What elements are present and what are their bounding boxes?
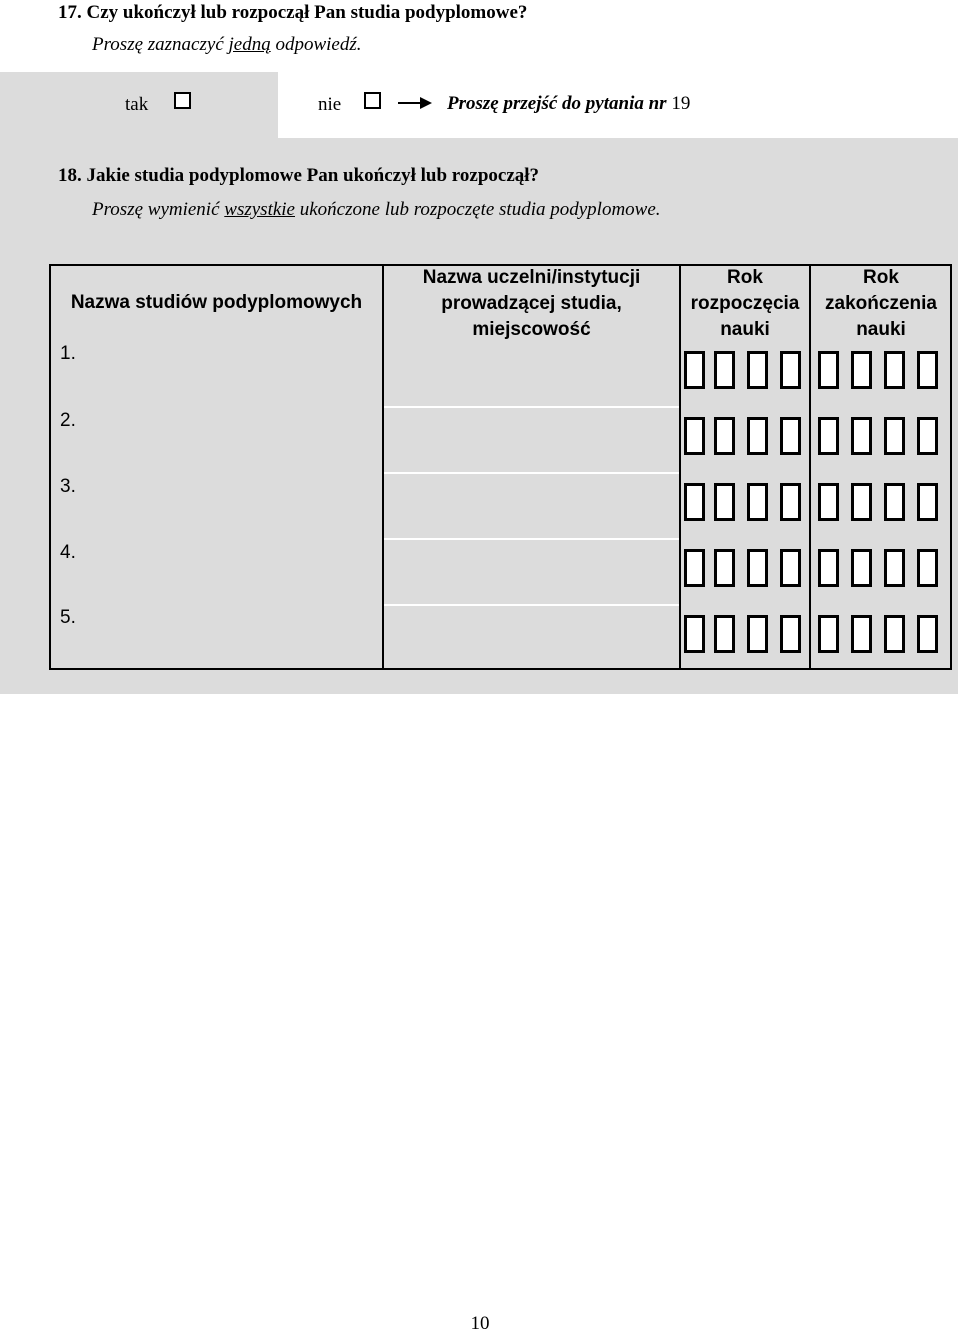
end-year-digit-box[interactable] [851,615,872,653]
table-border-left [49,264,51,670]
start-year-digit-box[interactable] [714,483,735,521]
end-year-digit-box[interactable] [818,483,839,521]
row-number: 2. [60,410,76,431]
end-year-digit-box[interactable] [851,351,872,389]
column-divider [809,264,811,670]
start-year-digit-box[interactable] [780,483,801,521]
start-year-digit-box[interactable] [747,417,768,455]
start-year-digit-box[interactable] [714,351,735,389]
row-number: 3. [60,476,76,497]
option-no-label: nie [318,94,342,115]
end-year-digit-box[interactable] [917,351,938,389]
header-end-year: Rok zakończenia nauki [825,267,937,340]
end-year-digit-box[interactable] [851,549,872,587]
end-year-digit-box[interactable] [884,351,905,389]
question-18-instruction: Proszę wymienić wszystkie ukończone lub rozpoczęte studia podyplomowe. [92,199,661,220]
end-year-digit-box[interactable] [884,483,905,521]
row-number: 4. [60,542,76,563]
page-number: 10 [470,1313,490,1334]
question-18-title: 18. Jakie studia podyplomowe Pan ukończył lub rozpoczął? [58,165,540,186]
option-no-checkbox[interactable] [364,92,381,109]
end-year-digit-box[interactable] [917,549,938,587]
start-year-digit-box[interactable] [747,615,768,653]
start-year-digit-box[interactable] [684,417,705,455]
end-year-digit-box[interactable] [851,417,872,455]
table-border-bottom [49,668,952,670]
start-year-digit-box[interactable] [780,351,801,389]
start-year-digit-box[interactable] [780,615,801,653]
start-year-digit-box[interactable] [714,417,735,455]
end-year-digit-box[interactable] [884,615,905,653]
option-yes-checkbox[interactable] [174,92,191,109]
end-year-digit-box[interactable] [818,417,839,455]
row-divider [384,472,679,474]
header-study-name: Nazwa studiów podyplomowych [70,292,363,313]
row-number: 1. [60,343,76,364]
header-institution: Nazwa uczelni/instytucji prowadzącej studia, miejscowość [422,267,641,340]
arrow-right-icon [398,96,432,110]
end-year-digit-box[interactable] [818,549,839,587]
start-year-digit-box[interactable] [747,351,768,389]
start-year-digit-box[interactable] [714,615,735,653]
start-year-digit-box[interactable] [684,351,705,389]
start-year-digit-box[interactable] [747,483,768,521]
row-number: 5. [60,607,76,628]
end-year-digit-box[interactable] [818,351,839,389]
start-year-digit-box[interactable] [684,615,705,653]
row-divider [384,406,679,408]
option-yes-label: tak [125,94,149,115]
end-year-digit-box[interactable] [917,483,938,521]
end-year-digit-box[interactable] [884,549,905,587]
end-year-digit-box[interactable] [917,615,938,653]
table-border-right [950,264,952,670]
end-year-digit-box[interactable] [884,417,905,455]
start-year-digit-box[interactable] [780,417,801,455]
header-start-year: Rok rozpoczęcia nauki [690,267,800,340]
skip-instruction: Proszę przejść do pytania nr 19 [447,93,691,114]
start-year-digit-box[interactable] [684,549,705,587]
end-year-digit-box[interactable] [818,615,839,653]
end-year-digit-box[interactable] [917,417,938,455]
row-divider [384,604,679,606]
start-year-digit-box[interactable] [747,549,768,587]
end-year-digit-box[interactable] [851,483,872,521]
column-divider [679,264,681,670]
question-17-instruction: Proszę zaznaczyć jedną odpowiedź. [92,34,362,55]
start-year-digit-box[interactable] [714,549,735,587]
row-divider [384,538,679,540]
studies-table [49,264,952,670]
question-17-title: 17. Czy ukończył lub rozpoczął Pan studia podyplomowe? [58,2,528,23]
start-year-digit-box[interactable] [780,549,801,587]
start-year-digit-box[interactable] [684,483,705,521]
